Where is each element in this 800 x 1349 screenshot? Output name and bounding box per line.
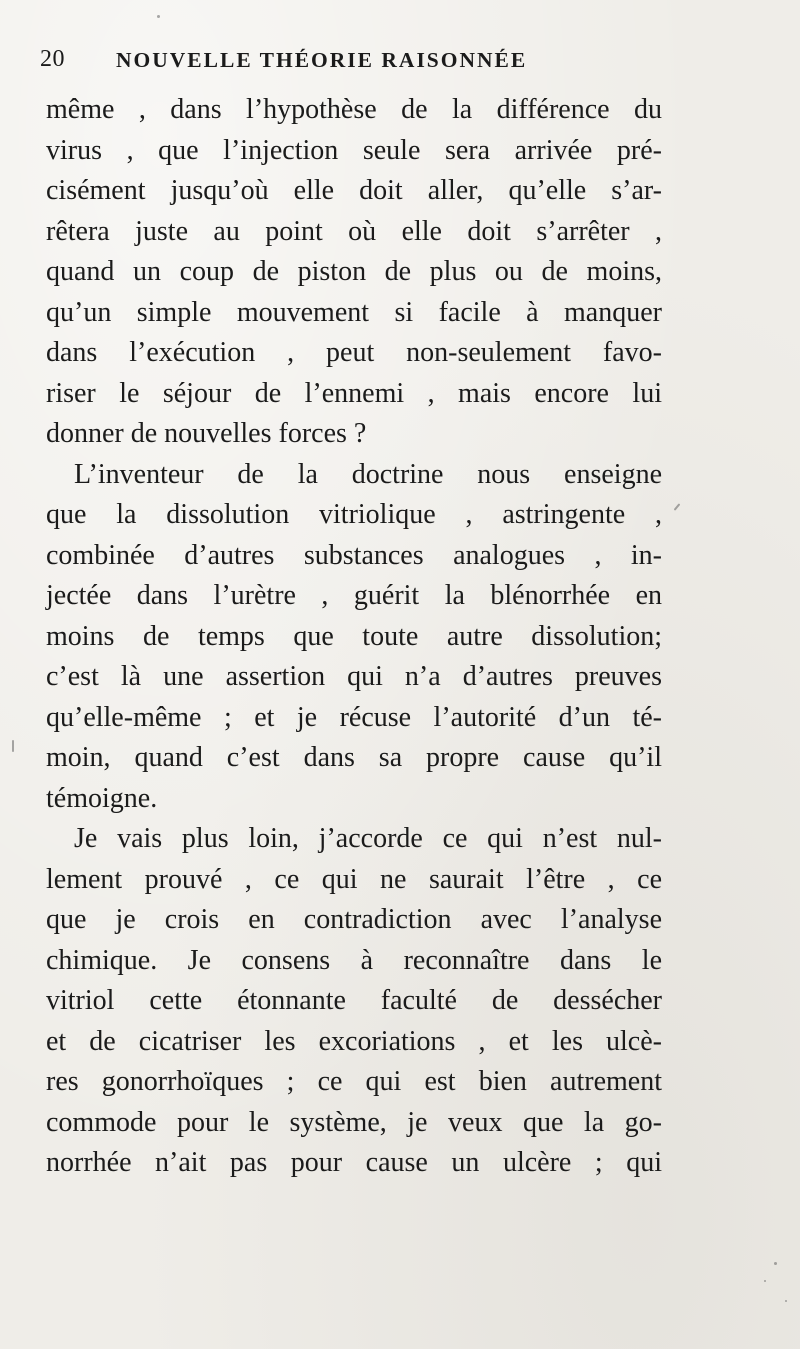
text-line: combinée d’autres substances analogues , in- [46, 539, 662, 571]
text-line: donner de nouvelles forces ? [46, 418, 367, 449]
text-line: commode pour le système, je veux que la go- [46, 1106, 662, 1138]
text-line: c’est là une assertion qui n’a d’autres preuves [46, 661, 662, 692]
text-line: chimique. Je consens à reconnaître dans le [46, 944, 662, 976]
paper-speck [157, 15, 160, 18]
page-header [40, 46, 760, 80]
text-line: res gonorrhoïques ; ce qui est bien autrement [46, 1066, 662, 1097]
body-text [46, 90, 662, 1184]
text-line: rêtera juste au point où elle doit s’arrêter , [46, 215, 662, 247]
text-line: jectée dans l’urètre , guérit la blénorrhée en [46, 580, 662, 611]
page-number: 20 [40, 46, 65, 72]
text-line: quand un coup de piston de plus ou de moins, [46, 256, 662, 287]
text-line: dans l’exécution , peut non-seulement favo- [46, 337, 662, 368]
paper-speck [12, 740, 14, 752]
text-line: qu’un simple mouvement si facile à manquer [46, 296, 662, 328]
text-line: moin, quand c’est dans sa propre cause qu’il [46, 742, 662, 773]
paper-speck [785, 1300, 787, 1302]
text-line: qu’elle-même ; et je récuse l’autorité d’un té- [46, 701, 662, 733]
paragraph-start-line: L’inventeur de la doctrine nous enseigne [74, 458, 662, 490]
running-title: NOUVELLE THÉORIE RAISONNÉE [116, 48, 528, 72]
text-line: riser le séjour de l’ennemi , mais encore lui [46, 377, 662, 409]
text-line: témoigne. [46, 782, 158, 814]
text-line: vitriol cette étonnante faculté de dessécher [46, 985, 662, 1016]
text-line: que la dissolution vitriolique , astringente , [46, 499, 662, 530]
text-line: virus , que l’injection seule sera arrivée pré- [46, 134, 662, 166]
text-line: moins de temps que toute autre dissolution; [46, 620, 662, 652]
text-line: lement prouvé , ce qui ne saurait l’être , ce [46, 863, 662, 895]
paper-speck [774, 1262, 777, 1265]
paragraph-start-line: Je vais plus loin, j’accorde ce qui n’est nul- [74, 823, 662, 854]
text-line: que je crois en contradiction avec l’analyse [46, 904, 662, 935]
paper-speck [764, 1280, 766, 1282]
text-line: même , dans l’hypothèse de la différence du [46, 94, 662, 125]
text-line: cisément jusqu’où elle doit aller, qu’elle s’ar- [46, 175, 662, 206]
paper-speck [674, 503, 681, 510]
text-line: norrhée n’ait pas pour cause un ulcère ; qui [46, 1147, 662, 1178]
text-line: et de cicatriser les excoriations , et les ulcè- [46, 1025, 662, 1057]
